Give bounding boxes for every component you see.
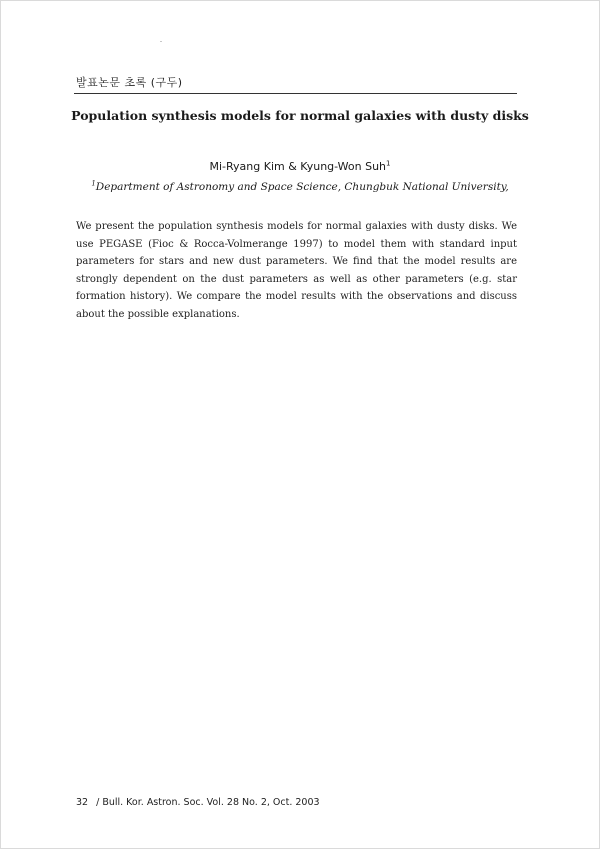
abstract-body: We present the population synthesis models for normal galaxies with dusty disks. We use PEGASE (Fioc & Rocca-Volmerange 1997) to model them with standard input parameters for stars and new dust parameters. We find that the model results are strongly dependent on the dust parameters as well as other parameters (e.g. star formation history). We compare the model results with the observations and discuss about the possible explanations. (76, 221, 517, 320)
header-rule (74, 93, 517, 94)
affiliation-line (0, 181, 600, 193)
scan-speck (160, 41, 162, 42)
paper-title: Population synthesis models for normal galaxies with dusty disks (71, 108, 529, 123)
affiliation-text: Department of Astronomy and Space Science, Chungbuk National University, (95, 181, 509, 193)
journal-citation: / Bull. Kor. Astron. Soc. Vol. 28 No. 2, Oct. 2003 (96, 797, 320, 808)
authors-line (0, 160, 600, 173)
author-affiliation-mark: 1 (386, 159, 391, 168)
page-number: 32 (76, 797, 89, 808)
page-footer (76, 797, 320, 808)
author-names: Mi-Ryang Kim & Kyung-Won Suh (209, 160, 387, 173)
affiliation-mark: 1 (91, 179, 96, 188)
section-header: 발표논문 초록 (구두) (76, 76, 183, 89)
